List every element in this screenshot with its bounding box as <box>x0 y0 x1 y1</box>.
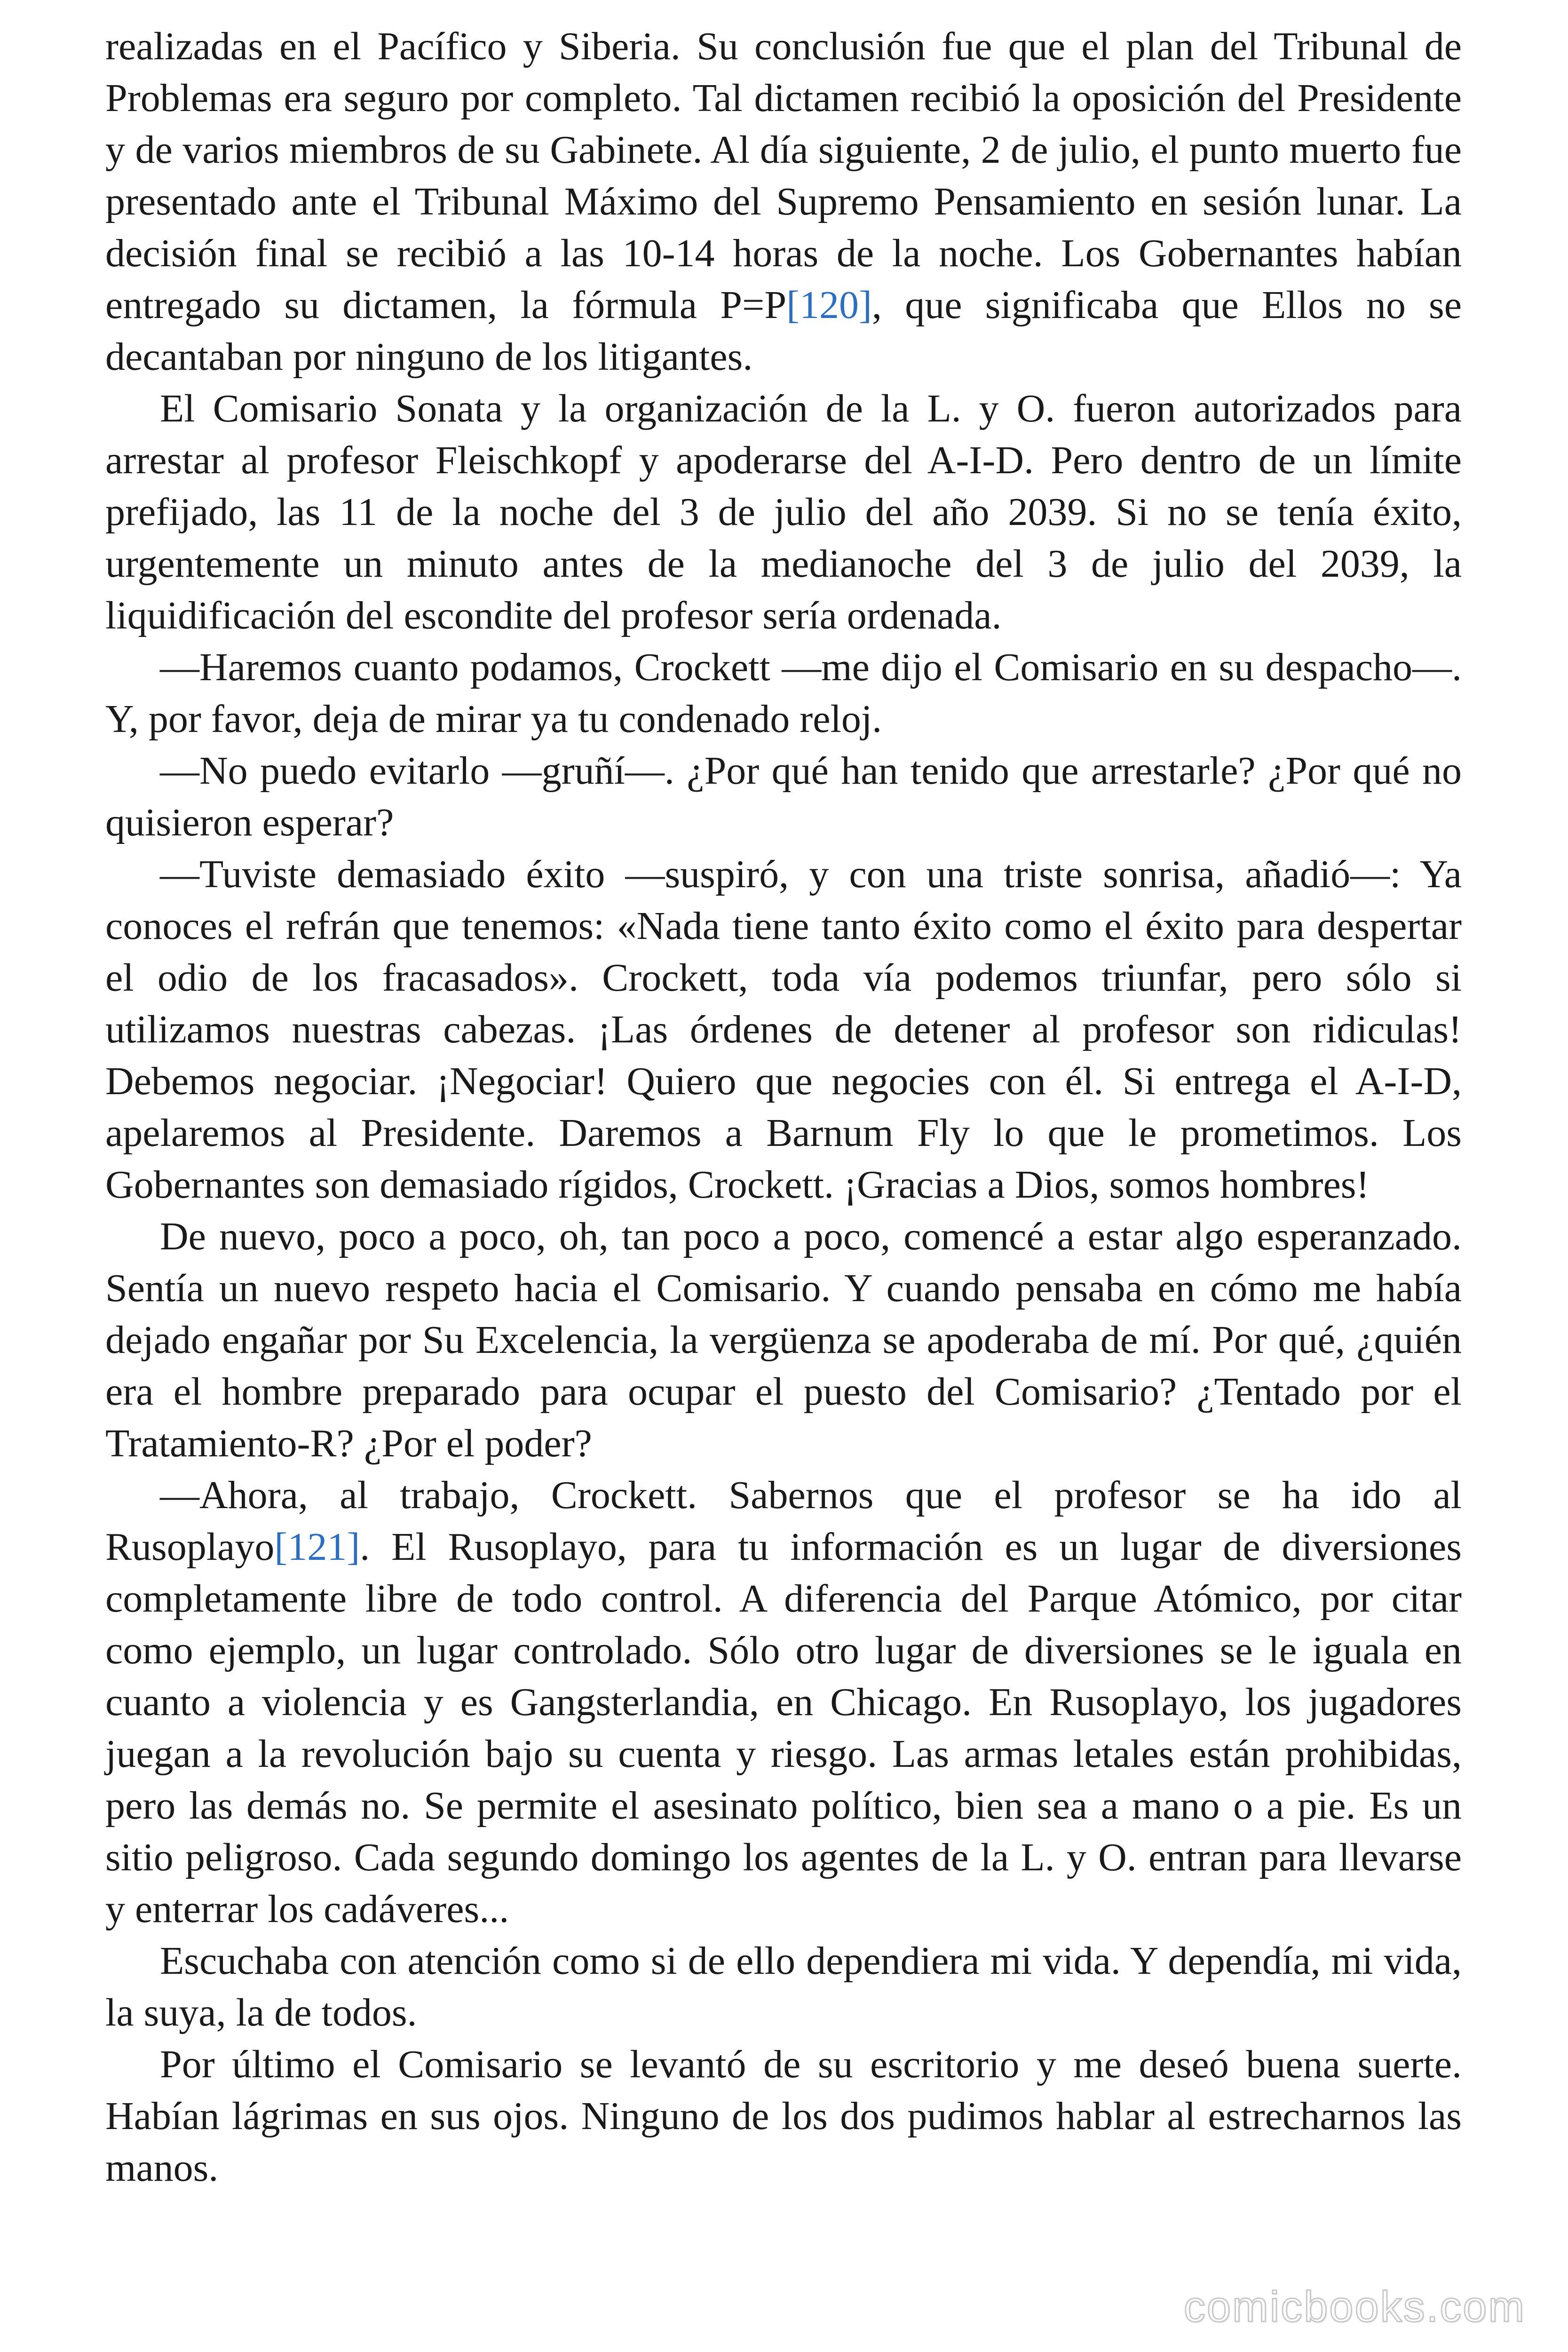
paragraph <box>105 1935 1462 2039</box>
watermark: comicbooks.com <box>1183 2283 1526 2331</box>
paragraph-text: —Tuviste demasiado éxito —suspiró, y con una triste sonrisa, añadió—: Ya conoces el refrán que tenemos: «Nada tiene tanto éxito como el éxito para despertar el odio de los fracasados». Crockett, toda vía podemos triunfar, pero sólo si utilizamos nuestras cabezas. ¡Las órdenes de detener al profesor son ridiculas! Debemos negociar. ¡Negociar! Quiero que negocies con él. Si entrega el A-I-D, apelaremos al Presidente. Daremos a Barnum Fly lo que le prometimos. Los Gobernantes son demasiado rígidos, Crockett. ¡Gracias a Dios, somos hombres! <box>105 852 1462 1207</box>
paragraph <box>105 2039 1462 2194</box>
footnote-link[interactable]: [120] <box>786 283 872 327</box>
paragraph-text: El Comisario Sonata y la organización de la L. y O. fueron autorizados para arrestar al profesor Fleischkopf y apoderarse del A-I-D. Pero dentro de un límite prefijado, las 11 de la noche del 3 de julio del año 2039. Si no se tenía éxito, urgentemente un minuto antes de la medianoche del 3 de julio del 2039, la liquidificación del escondite del profesor sería ordenada. <box>105 387 1462 637</box>
paragraph-text: —Ahora, al trabajo, Crockett. Sabernos que el profesor se ha ido al Rusoplayo <box>105 1473 1462 1569</box>
paragraph-text: . El Rusoplayo, para tu información es un lugar de diversiones completamente libre de todo control. A diferencia del Parque Atómico, por citar como ejemplo, un lugar controlado. Sólo otro lugar de diversiones se le iguala en cuanto a violencia y es Gangsterlandia, en Chicago. En Rusoplayo, los jugadores juegan a la revolución bajo su cuenta y riesgo. Las armas letales están prohibidas, pero las demás no. Se permite el asesinato político, bien sea a mano o a pie. Es un sitio peligroso. Cada segundo domingo los agentes de la L. y O. entran para llevarse y enterrar los cadáveres... <box>105 1525 1462 1931</box>
paragraph-text: realizadas en el Pacífico y Siberia. Su conclusión fue que el plan del Tribunal de Problemas era seguro por completo. Tal dictamen recibió la oposición del Presidente y de varios miembros de su Gabinete. Al día siguiente, 2 de julio, el punto muerto fue presentado ante el Tribunal Máximo del Supremo Pensamiento en sesión lunar. La decisión final se recibió a las 10-14 horas de la noche. Los Gobernantes habían entregado su dictamen, la fórmula P=P <box>105 24 1462 327</box>
footnote-link[interactable]: [121] <box>274 1525 360 1569</box>
paragraph <box>105 383 1462 642</box>
paragraph <box>105 1211 1462 1470</box>
paragraph <box>105 21 1462 383</box>
paragraph-text: De nuevo, poco a poco, oh, tan poco a poco, comencé a estar algo esperanzado. Sentía un nuevo respeto hacia el Comisario. Y cuando pensaba en cómo me había dejado engañar por Su Excelencia, la vergüenza se apoderaba de mí. Por qué, ¿quién era el hombre preparado para ocupar el puesto del Comisario? ¿Tentado por el Tratamiento-R? ¿Por el poder? <box>105 1215 1462 1465</box>
paragraph-text: Por último el Comisario se levantó de su escritorio y me deseó buena suerte. Habían lágrimas en sus ojos. Ninguno de los dos pudimos hablar al estrecharnos las manos. <box>105 2042 1462 2190</box>
paragraph <box>105 745 1462 849</box>
paragraph <box>105 642 1462 745</box>
paragraph-text: —Haremos cuanto podamos, Crockett —me dijo el Comisario en su despacho—. Y, por favor, deja de mirar ya tu condenado reloj. <box>105 645 1462 741</box>
paragraph-text: , que significaba que Ellos no se decantaban por ninguno de los litigantes. <box>105 283 1462 379</box>
book-page-text <box>105 21 1462 2194</box>
paragraph <box>105 1470 1462 1935</box>
paragraph-text: Escuchaba con atención como si de ello dependiera mi vida. Y dependía, mi vida, la suya, la de todos. <box>105 1939 1462 2034</box>
paragraph-text: —No puedo evitarlo —gruñí—. ¿Por qué han tenido que arrestarle? ¿Por qué no quisieron esperar? <box>105 749 1462 844</box>
paragraph <box>105 849 1462 1211</box>
